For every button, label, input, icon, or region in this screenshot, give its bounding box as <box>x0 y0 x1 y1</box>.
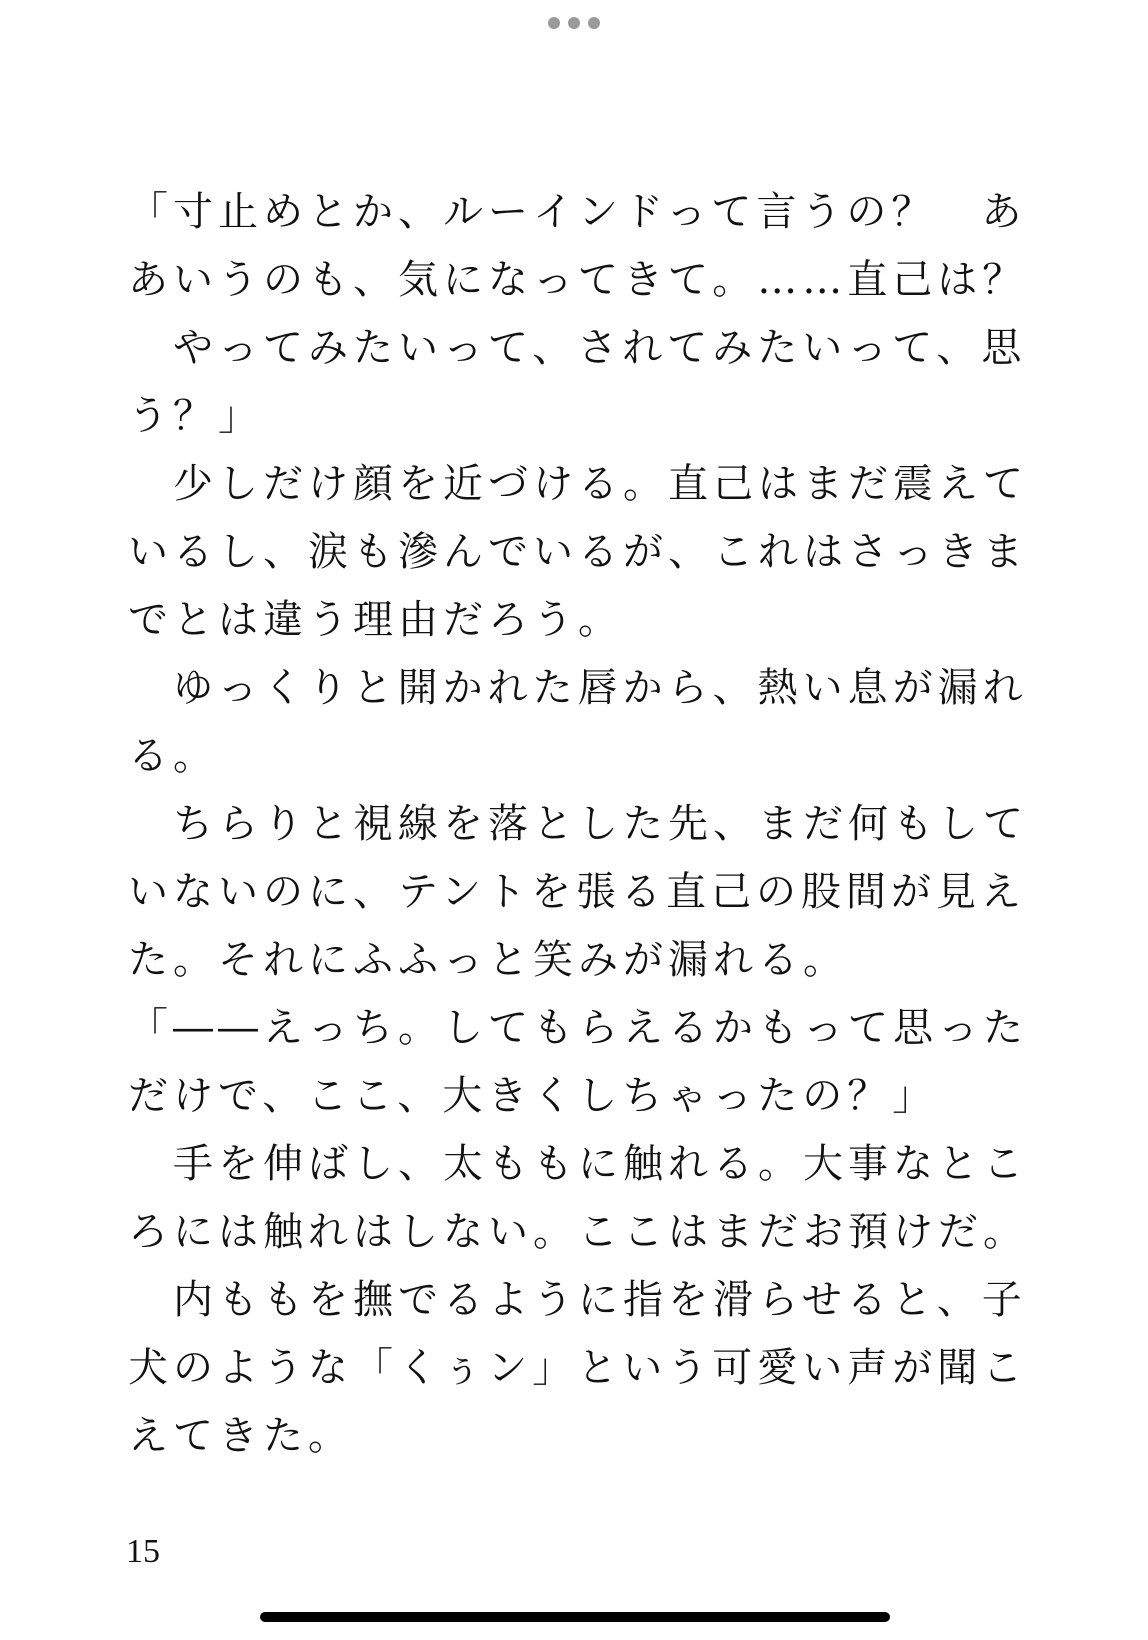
page-number: 15 <box>126 1533 160 1570</box>
text-line: る。 <box>128 733 218 779</box>
text-line: 「――えっち。してもらえるかもって思った <box>128 1005 1028 1051</box>
text-line: 「寸止めとか、ルーインドって言うの？ あ <box>128 189 1027 235</box>
text-line: あいうのも、気になってきて。……直己は？ <box>128 257 1028 303</box>
text-line: いないのに、テントを張る直己の股間が見え <box>128 869 1026 915</box>
text-line: た。それにふふっと笑みが漏れる。 <box>128 937 848 983</box>
text-line: でとは違う理由だろう。 <box>128 597 623 643</box>
text-line: 犬のような「くぅン」という可愛い声が聞こ <box>128 1345 1028 1391</box>
text-line: だけで、ここ、大きくしちゃったの？」 <box>128 1073 938 1119</box>
text-line: ちらりと視線を落とした先、まだ何もして <box>128 801 1028 847</box>
text-line: う？」 <box>128 393 263 439</box>
text-line: 少しだけ顔を近づける。直己はまだ震えて <box>128 461 1028 507</box>
text-line: 内ももを撫でるように指を滑らせると、子 <box>128 1277 1027 1323</box>
text-line: ゆっくりと開かれた唇から、熱い息が漏れ <box>128 665 1028 711</box>
home-indicator[interactable] <box>260 1612 890 1622</box>
text-line: ろには触れはしない。ここはまだお預けだ。 <box>128 1209 1028 1255</box>
text-line: やってみたいって、されてみたいって、思 <box>128 325 1027 371</box>
text-line: いるし、涙も滲んでいるが、これはさっきま <box>128 529 1028 575</box>
dot-icon <box>588 17 600 29</box>
more-options-icon[interactable] <box>548 16 600 30</box>
text-line: えてきた。 <box>128 1413 353 1459</box>
dot-icon <box>568 17 580 29</box>
dot-icon <box>548 17 560 29</box>
page-body-text <box>128 178 1028 1470</box>
text-line: 手を伸ばし、太ももに触れる。大事なとこ <box>128 1141 1028 1187</box>
